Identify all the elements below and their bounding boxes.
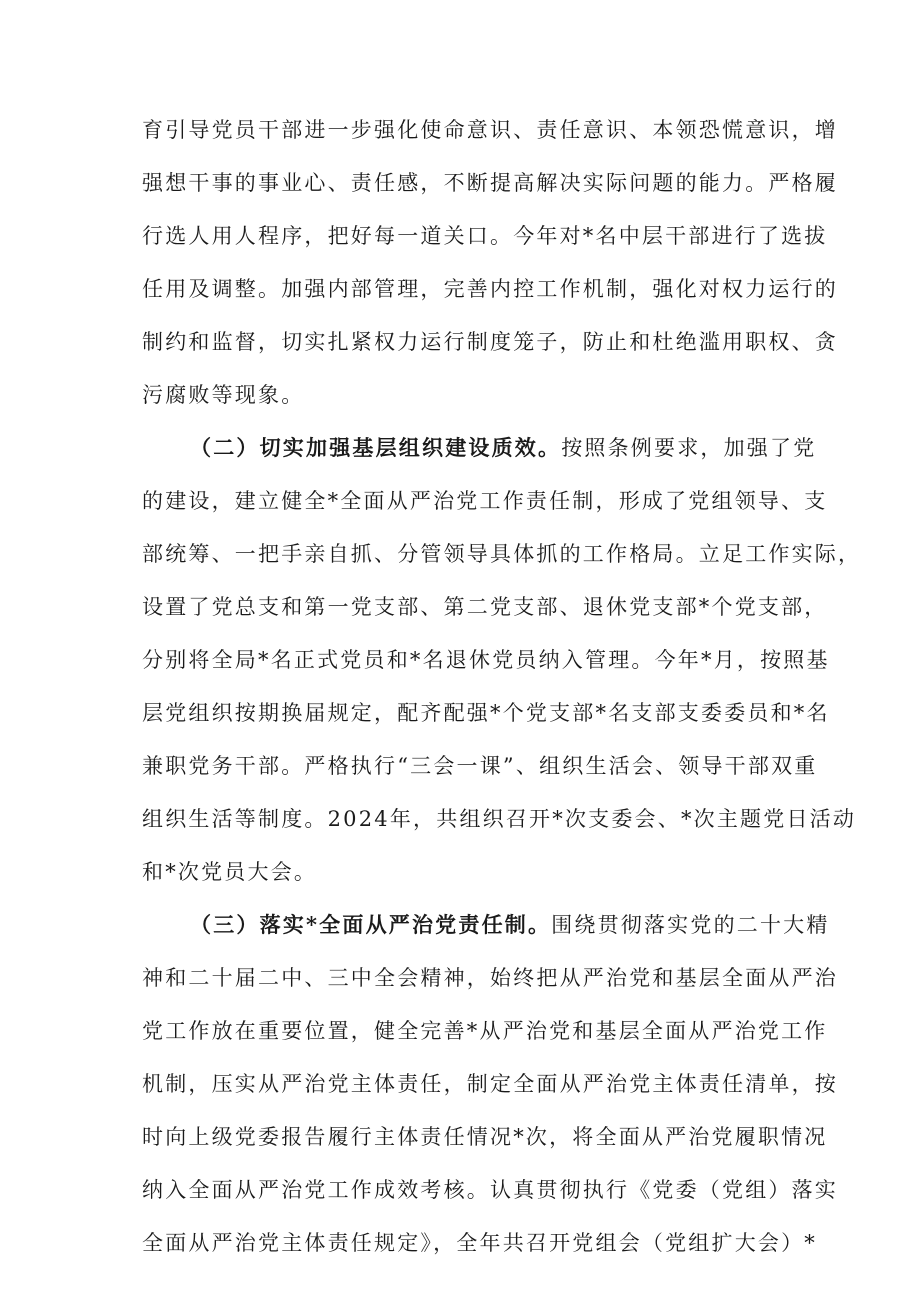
paragraph-line: 全面从严治党主体责任规定》，全年共召开党组会（党组扩大会）*: [142, 1231, 817, 1255]
section-3-first-line: [190, 905, 830, 945]
paragraph-line: 强想干事的事业心、责任感，不断提高解决实际问题的能力。严格履: [142, 171, 838, 195]
paragraph-line: 组织生活等制度。2024年，共组织召开*次支委会、*次主题党日活动: [142, 807, 857, 831]
paragraph-line: 的建设，建立健全*全面从严治党工作责任制，形成了党组领导、支: [142, 489, 828, 513]
paragraph-line: 神和二十届二中、三中全会精神，始终把从严治党和基层全面从严治: [142, 966, 838, 990]
section-2-heading: （二）切实加强基层组织建设质效。: [190, 435, 562, 460]
paragraph-line: 纳入全面从严治党工作成效考核。认真贯彻执行《党委（党组）落实: [142, 1178, 838, 1202]
paragraph-line: 部统筹、一把手亲自抓、分管领导具体抓的工作格局。立足工作实际，: [142, 542, 862, 566]
paragraph-line: 分别将全局*名正式党员和*名退休党员纳入管理。今年*月，按照基: [142, 648, 830, 672]
paragraph-line: 育引导党员干部进一步强化使命意识、责任意识、本领恐慌意识，增: [142, 118, 838, 142]
section-3-heading: （三）落实*全面从严治党责任制。: [190, 912, 552, 937]
paragraph-line: 机制，压实从严治党主体责任，制定全面从严治党主体责任清单，按: [142, 1072, 838, 1096]
paragraph-line: 任用及调整。加强内部管理，完善内控工作机制，强化对权力运行的: [142, 277, 838, 301]
paragraph-line: 层党组织按期换届规定，配齐配强*个党支部*名支部支委委员和*名: [142, 701, 830, 725]
paragraph-line: 兼职党务干部。严格执行“三会一课”、组织生活会、领导干部双重: [142, 754, 818, 778]
paragraph-line: 设置了党总支和第一党支部、第二党支部、退休党支部*个党支部，: [142, 595, 828, 619]
section-3-heading-rest: 围绕贯彻落实党的二十大精: [551, 913, 830, 937]
paragraph-line: 党工作放在重要位置，健全完善*从严治党和基层全面从严治党工作: [142, 1019, 828, 1043]
paragraph-line: 和*次党员大会。: [142, 860, 318, 884]
section-2-first-line: [190, 428, 817, 468]
section-2-heading-rest: 按照条例要求，加强了党: [561, 436, 817, 460]
paragraph-line: 污腐败等现象。: [142, 383, 305, 407]
paragraph-line: 行选人用人程序，把好每一道关口。今年对*名中层干部进行了选拔: [142, 224, 828, 248]
paragraph-line: 制约和监督，切实扎紧权力运行制度笼子，防止和杜绝滥用职权、贪: [142, 330, 838, 354]
paragraph-line: 时向上级党委报告履行主体责任情况*次，将全面从严治党履职情况: [142, 1125, 828, 1149]
